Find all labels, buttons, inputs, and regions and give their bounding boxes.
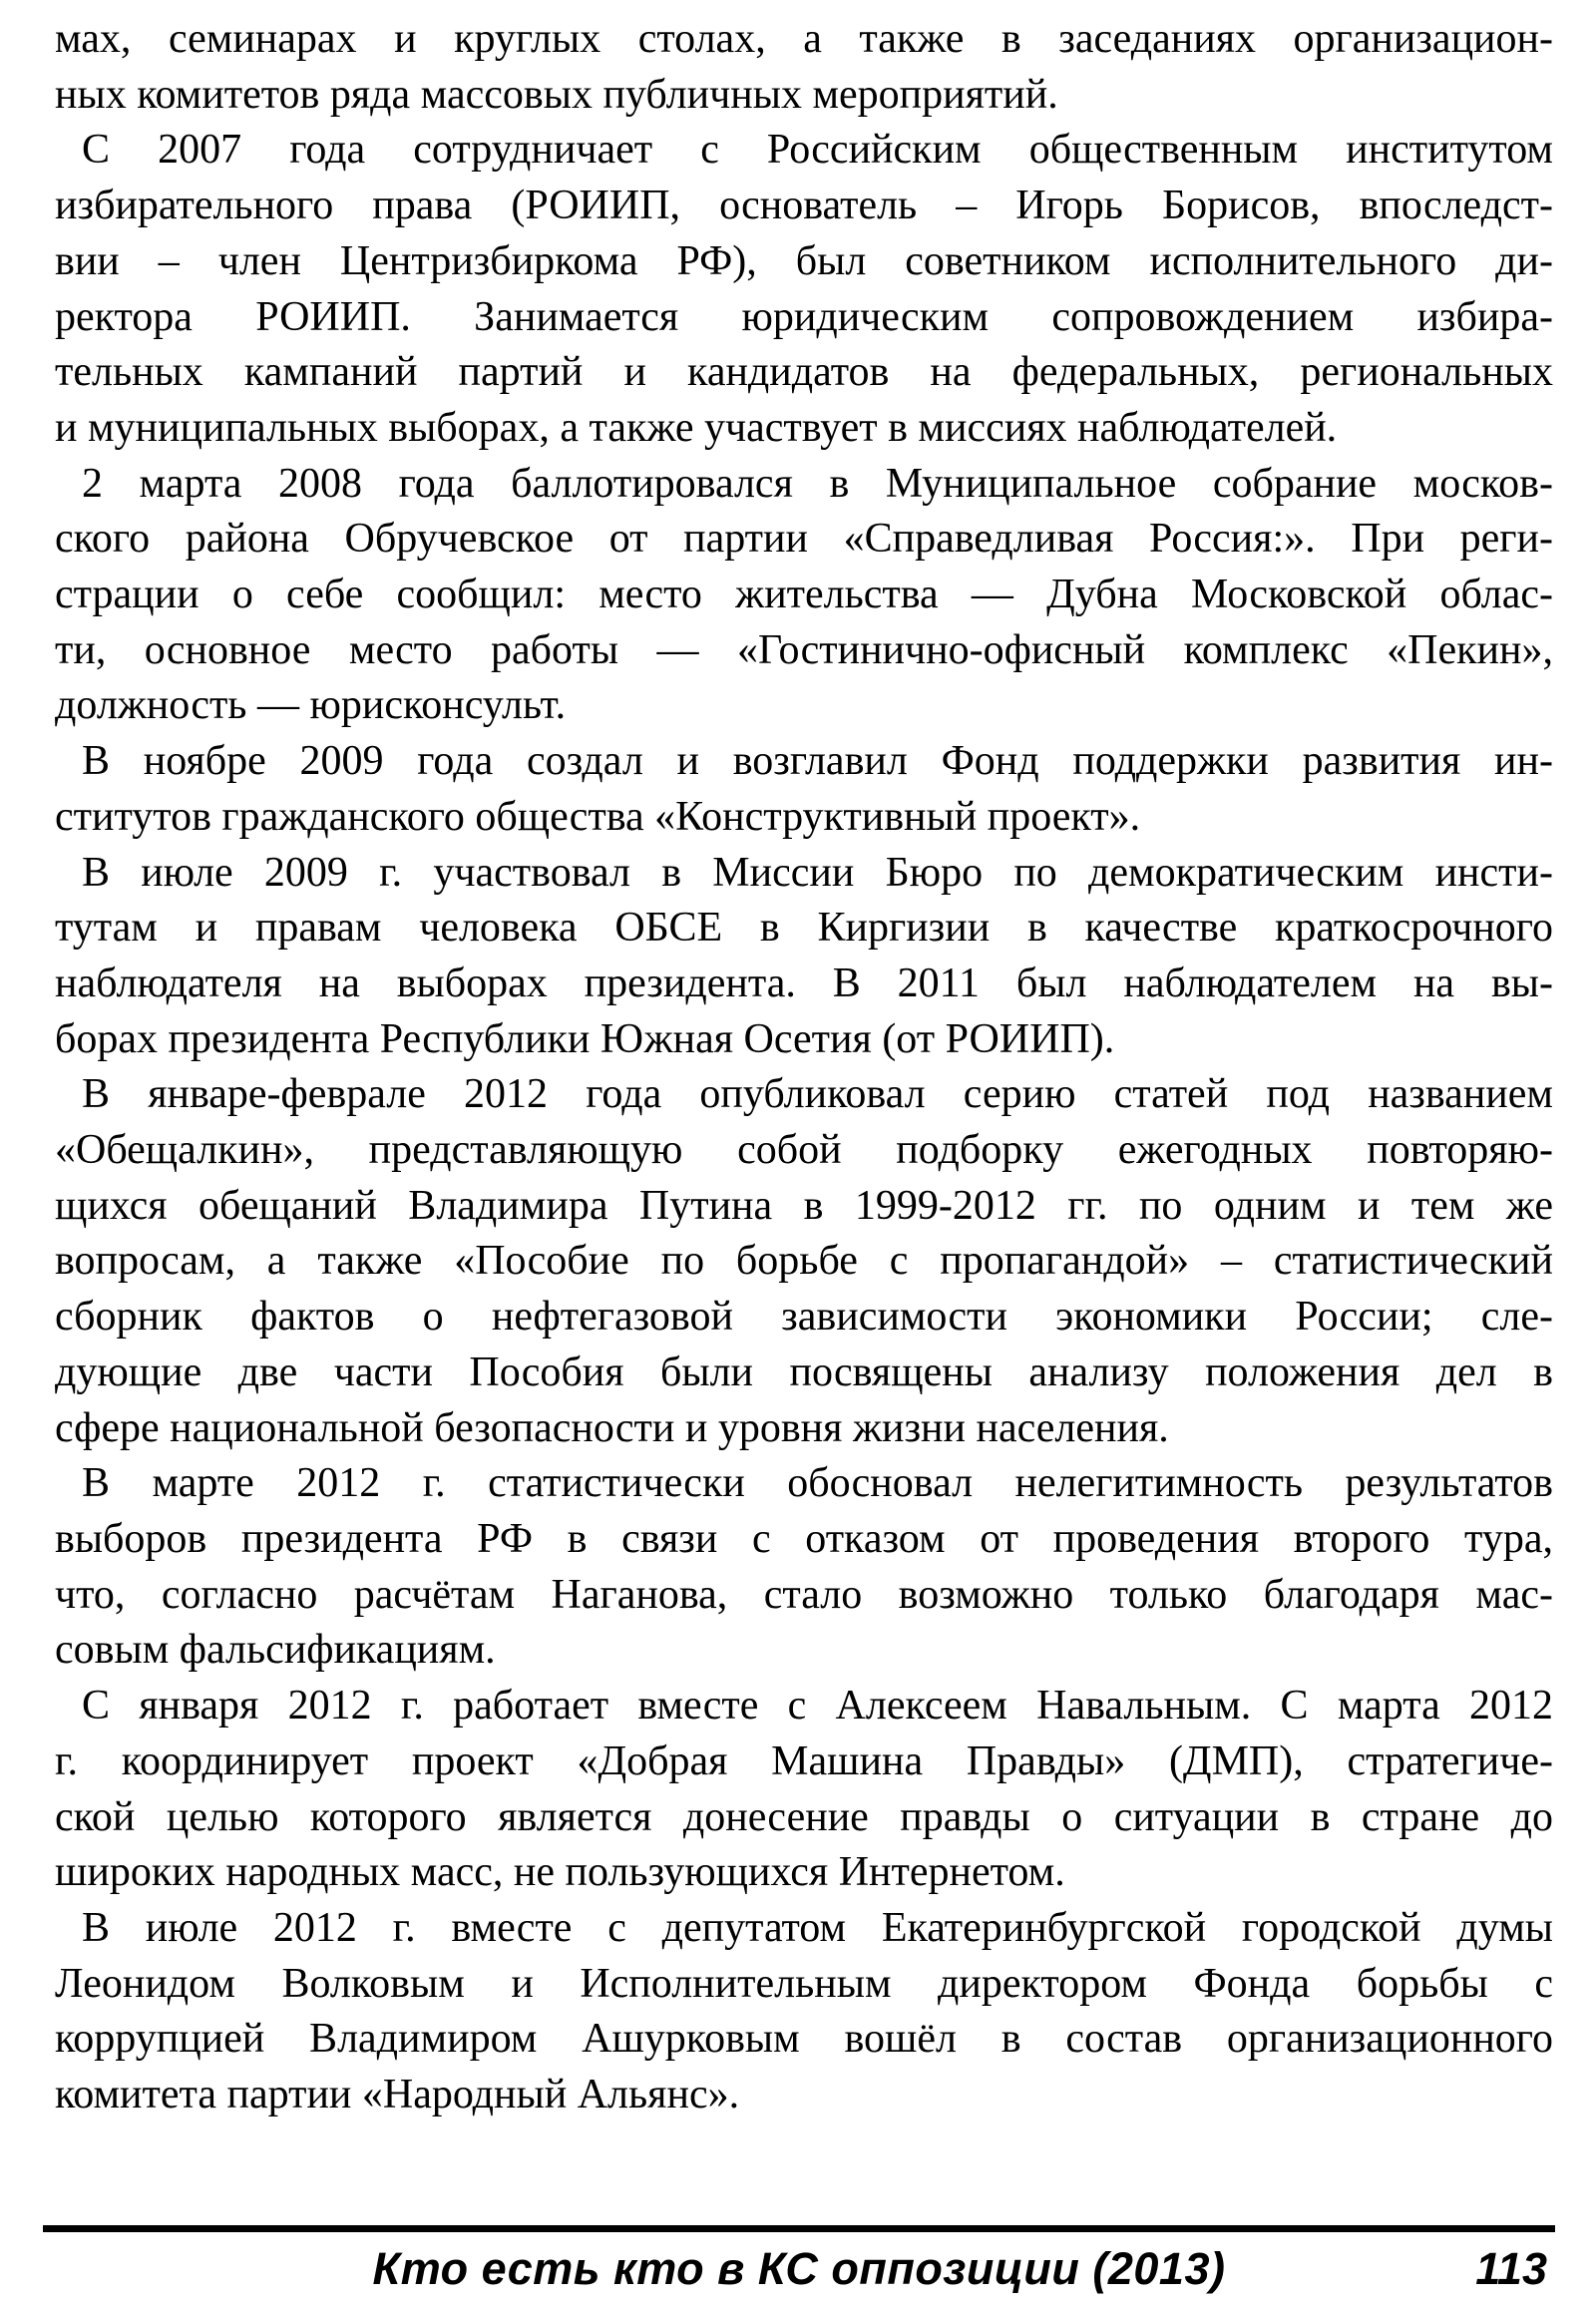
text-line: В ноябре 2009 года создал и возглавил Фонд поддержки развития ин- [82, 738, 1553, 785]
text-line: широких народных масс, не пользующихся Интернетом. [55, 1849, 1065, 1896]
text-line: ской целью которого является донесение правды о ситуации в стране до [55, 1793, 1553, 1840]
text-line: тутам и правам человека ОБСЕ в Киргизии в качестве краткосрочного [55, 905, 1553, 952]
paragraph [55, 123, 1553, 456]
footer-running-title: Кто есть кто в КС оппозиции (2013) [372, 2243, 1226, 2294]
footer [43, 2240, 1555, 2300]
text-line: страции о себе сообщил: место жительства — Дубна Московской облас- [55, 572, 1553, 618]
text-line: вии – член Центризбиркома РФ), был советником исполнительного ди- [55, 237, 1553, 284]
paragraph [55, 1067, 1553, 1456]
footer-rule [43, 2225, 1555, 2232]
paragraph [55, 846, 1553, 1068]
text-line: ского района Обручевское от партии «Справедливая Россия:». При реги- [55, 516, 1553, 563]
text-line: С января 2012 г. работает вместе с Алексеем Навальным. С марта 2012 [82, 1683, 1553, 1730]
text-line: наблюдателя на выборах президента. В 2011 был наблюдателем на вы- [55, 960, 1553, 1006]
text-line: должность — юрисконсульт. [55, 682, 567, 729]
text-line: что, согласно расчётам Наганова, стало возможно только благодаря мас- [55, 1571, 1553, 1618]
text-line: борах президента Республики Южная Осетия (от РОИИП). [55, 1015, 1115, 1062]
text-line: 2 марта 2008 года баллотировался в Муниципальное собрание москов- [82, 460, 1553, 507]
text-line: В июле 2009 г. участвовал в Миссии Бюро по демократическим инсти- [82, 849, 1553, 896]
text-line: щихся обещаний Владимира Путина в 1999-2012 гг. по одним и тем же [55, 1182, 1553, 1229]
text-line: ных комитетов ряда массовых публичных мероприятий. [55, 71, 1058, 118]
text-line: тельных кампаний партий и кандидатов на федеральных, региональных [55, 349, 1553, 396]
text-line: Леонидом Волковым и Исполнительным директором Фонда борьбы с [55, 1960, 1553, 2007]
text-line: В январе-феврале 2012 года опубликовал серию статей под названием [82, 1071, 1553, 1118]
text-line: комитета партии «Народный Альянс». [55, 2072, 740, 2118]
text-line: ти, основное место работы — «Гостинично-офисный комплекс «Пекин», [55, 626, 1553, 673]
text-line: избирательного права (РОИИП, основатель – Игорь Борисов, впоследст- [55, 183, 1553, 229]
text-line: сборник фактов о нефтегазовой зависимости экономики России; сле- [55, 1294, 1553, 1341]
paragraph [55, 12, 1553, 123]
text-line: и муниципальных выборах, а также участвует в миссиях наблюдателей. [55, 404, 1338, 451]
paragraph [55, 457, 1553, 735]
text-line: вопросам, а также «Пособие по борьбе с пропагандой» – статистический [55, 1238, 1553, 1285]
text-line: ститутов гражданского общества «Конструктивный проект». [55, 793, 1141, 840]
text-line: сфере национальной безопасности и уровня жизни населения. [55, 1404, 1169, 1451]
text-line: г. координирует проект «Добрая Машина Правды» (ДМП), стратегиче- [55, 1737, 1553, 1784]
text-line: С 2007 года сотрудничает с Российским общественным институтом [82, 127, 1553, 174]
text-line: выборов президента РФ в связи с отказом от проведения второго тура, [55, 1515, 1553, 1562]
text-line: дующие две части Пособия были посвящены анализу положения дел в [55, 1348, 1553, 1395]
text-line: мах, семинарах и круглых столах, а также в заседаниях организацион- [55, 16, 1553, 62]
page-number: 113 [1475, 2243, 1547, 2294]
text-line: В июле 2012 г. вместе с депутатом Екатеринбургской городской думы [82, 1904, 1553, 1951]
text-line: совым фальсификациям. [55, 1627, 496, 1674]
paragraph [55, 1456, 1553, 1679]
paragraph [55, 734, 1553, 845]
paragraph [55, 1901, 1553, 2123]
text-line: коррупцией Владимиром Ашурковым вошёл в состав организационного [55, 2016, 1553, 2063]
page-body [55, 12, 1553, 2123]
text-line: ректора РОИИП. Занимается юридическим сопровождением избира- [55, 293, 1553, 340]
paragraph [55, 1679, 1553, 1901]
text-line: «Обещалкин», представляющую собой подборку ежегодных повторяю- [55, 1127, 1553, 1174]
text-line: В марте 2012 г. статистически обосновал нелегитимность результатов [82, 1460, 1553, 1507]
